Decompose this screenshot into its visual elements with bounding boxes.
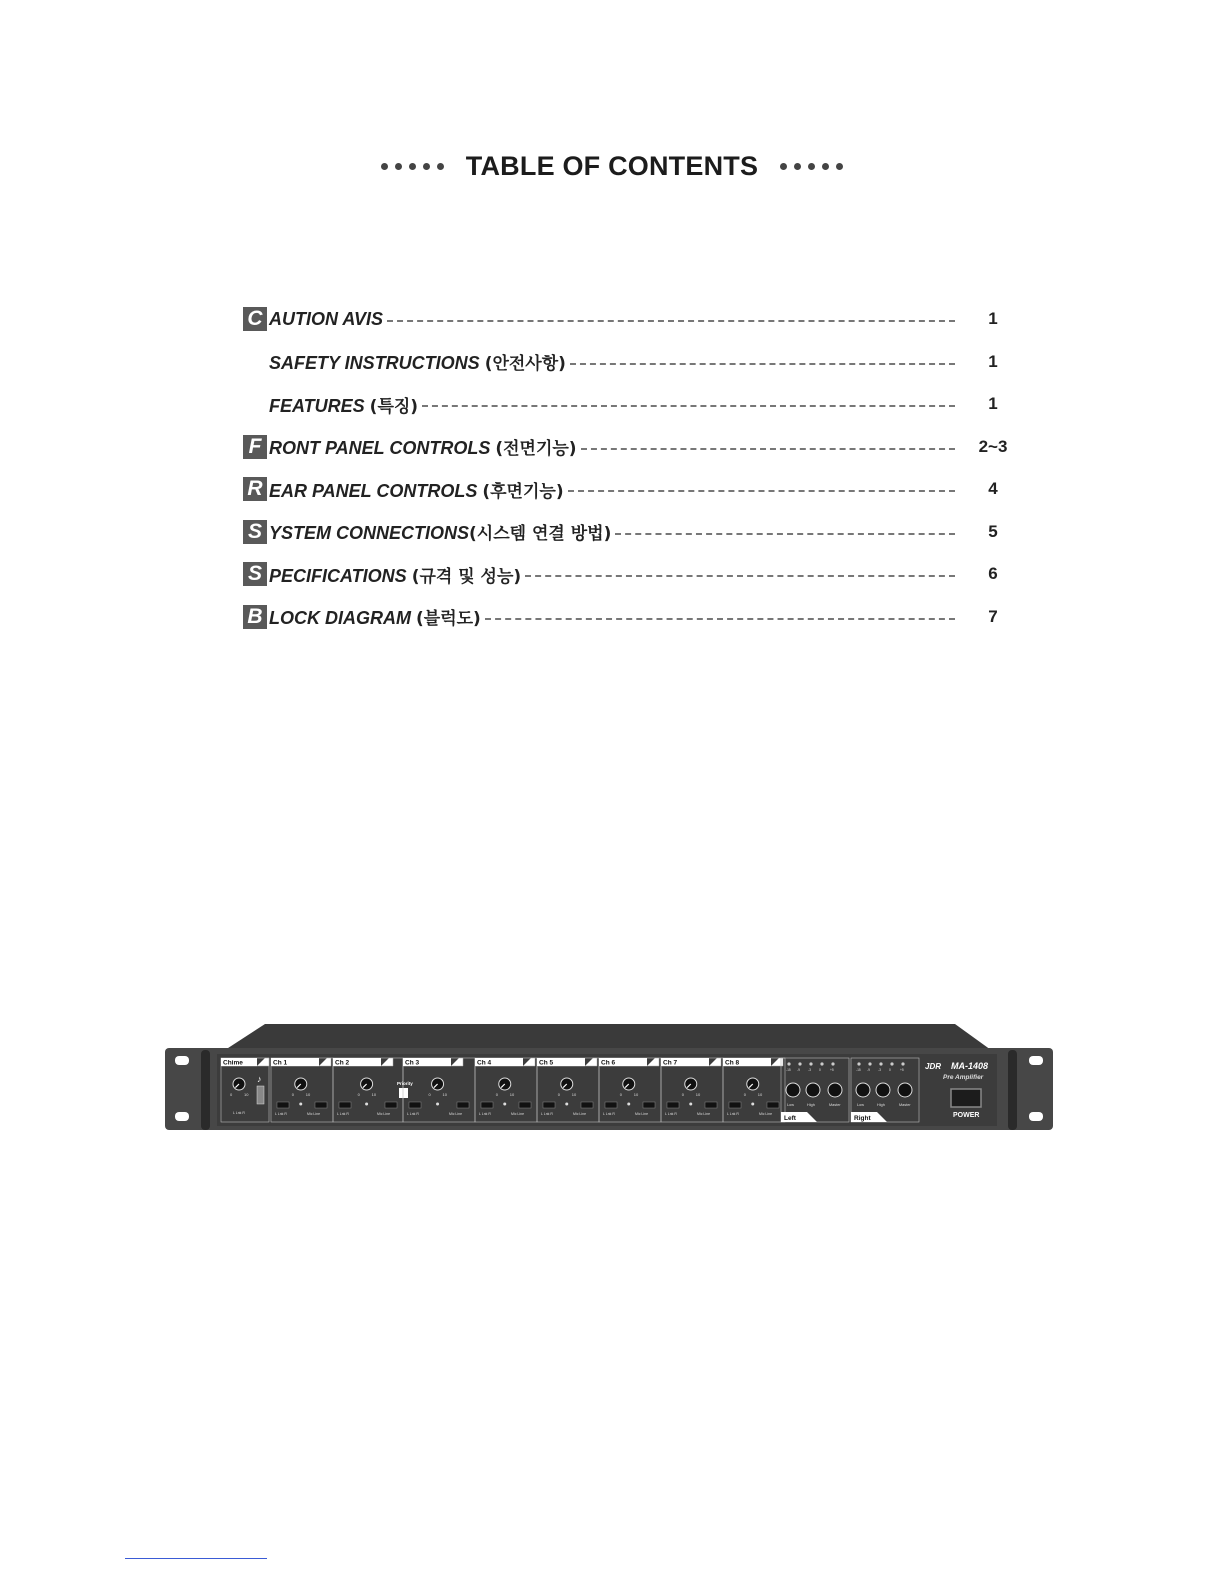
- dot: [808, 163, 815, 170]
- dot: [395, 163, 402, 170]
- dot-leader: [568, 490, 955, 492]
- toc-entry-title: PECIFICATIONS (규격 및 성능): [269, 565, 522, 587]
- toc-entry-title: SAFETY INSTRUCTIONS (안전사항): [269, 353, 566, 375]
- dot: [822, 163, 829, 170]
- meter-label: -3: [808, 1068, 811, 1072]
- meter-led-icon: [820, 1062, 823, 1065]
- link-switch: [605, 1102, 617, 1108]
- rack-hole-icon: [1029, 1056, 1043, 1065]
- meter-led-icon: [787, 1062, 790, 1065]
- model-subtitle: Pre Amplifier: [943, 1074, 984, 1081]
- dot: [423, 163, 430, 170]
- mic-line-switch: [705, 1102, 717, 1108]
- knob-max: 10: [695, 1092, 701, 1097]
- dot-leader: [387, 320, 955, 322]
- link-switch: [543, 1102, 555, 1108]
- priority-label: Priority: [397, 1081, 413, 1086]
- toc-entry-rear-panel[interactable]: [243, 468, 1013, 511]
- toc-page-number: 1: [988, 309, 998, 329]
- mic-line-label: Mic Line: [635, 1112, 649, 1116]
- dot: [409, 163, 416, 170]
- dot-leader: [615, 533, 955, 535]
- eq-label: Master: [899, 1103, 911, 1107]
- toc-initial: B: [243, 605, 267, 629]
- link-switch: [409, 1102, 421, 1108]
- toc-page-number: 1: [988, 351, 998, 371]
- switch-label: L Lnk R: [665, 1112, 677, 1116]
- footer-rule: [125, 1558, 267, 1559]
- knob-max: 10: [571, 1092, 577, 1097]
- mic-line-switch: [457, 1102, 469, 1108]
- link-switch: [277, 1102, 289, 1108]
- chassis-top: [225, 1024, 991, 1050]
- left-dots: [381, 163, 444, 170]
- title-row: [0, 148, 1224, 184]
- brand-logo: JDR: [925, 1062, 942, 1071]
- mic-line-switch: [315, 1102, 327, 1108]
- knob-max: 10: [371, 1092, 377, 1097]
- right-dots: [780, 163, 843, 170]
- meter-led-icon: [857, 1062, 860, 1065]
- channel-label: Ch 4: [477, 1059, 492, 1067]
- meter-led-icon: [879, 1062, 882, 1065]
- channel-label: Ch 8: [725, 1059, 740, 1067]
- toc-list: [243, 298, 1013, 638]
- toc-page-number: 6: [988, 564, 998, 584]
- meter-led-icon: [890, 1062, 893, 1065]
- toc-page-number: 5: [988, 521, 998, 541]
- eq-label: High: [877, 1103, 885, 1107]
- meter-label: +5: [830, 1068, 834, 1072]
- toc-page-number: 4: [988, 479, 998, 499]
- dot: [780, 163, 787, 170]
- eq-label: Low: [857, 1103, 864, 1107]
- knob-max: 10: [442, 1092, 448, 1097]
- knob-min: 0: [357, 1092, 360, 1097]
- mic-line-label: Mic Line: [573, 1112, 587, 1116]
- knob-max: 10: [757, 1092, 763, 1097]
- meter-label: +5: [900, 1068, 904, 1072]
- chime-label: Chime: [223, 1059, 243, 1067]
- dot-leader: [581, 448, 955, 450]
- channel-label: Ch 6: [601, 1059, 616, 1067]
- dot: [437, 163, 444, 170]
- toc-page-number: 7: [988, 606, 998, 626]
- toc-entry-block-diagram[interactable]: [243, 596, 1013, 639]
- toc-initial: R: [243, 477, 267, 501]
- link-switch: [339, 1102, 351, 1108]
- meter-led-icon: [831, 1062, 834, 1065]
- toc-entry-safety[interactable]: [243, 341, 1013, 384]
- knob-max: 10: [244, 1092, 249, 1097]
- toc-entry-title: AUTION AVIS: [269, 308, 384, 329]
- eq-label: High: [807, 1103, 815, 1107]
- model-name: MA-1408: [951, 1061, 989, 1071]
- knob-min: 0: [743, 1092, 746, 1097]
- mic-line-switch: [519, 1102, 531, 1108]
- toc-initial: C: [243, 307, 267, 331]
- led-icon: [565, 1103, 568, 1106]
- knob-icon: [295, 1078, 307, 1090]
- priority-switch: [399, 1088, 408, 1098]
- eq-knob-icon: [828, 1083, 842, 1097]
- meter-led-icon: [868, 1062, 871, 1065]
- chime-button: [257, 1086, 264, 1104]
- toc-initial: S: [243, 520, 267, 544]
- eq-knob-icon: [786, 1083, 800, 1097]
- led-icon: [436, 1103, 439, 1106]
- toc-initial: F: [243, 435, 267, 459]
- toc-entry-title: LOCK DIAGRAM (블럭도): [269, 608, 481, 630]
- section-label: Right: [854, 1115, 871, 1122]
- switch-label: L Lnk R: [275, 1112, 287, 1116]
- meter-label: -15: [786, 1068, 791, 1072]
- link-switch: [729, 1102, 741, 1108]
- meter-led-icon: [809, 1062, 812, 1065]
- knob-min: 0: [681, 1092, 684, 1097]
- power-label: POWER: [953, 1112, 980, 1119]
- dot: [794, 163, 801, 170]
- mic-line-label: Mic Line: [377, 1112, 391, 1116]
- eq-knob-icon: [806, 1083, 820, 1097]
- dot: [381, 163, 388, 170]
- dot: [836, 163, 843, 170]
- toc-entry-front-panel[interactable]: [243, 426, 1013, 469]
- dot-leader: [422, 405, 955, 407]
- led-icon: [751, 1103, 754, 1106]
- eq-knob-icon: [898, 1083, 912, 1097]
- channel-label: Ch 7: [663, 1059, 678, 1067]
- handle-right: [1008, 1050, 1017, 1130]
- channel-label: Ch 2: [335, 1059, 350, 1067]
- dot-leader: [525, 575, 955, 577]
- led-icon: [299, 1103, 302, 1106]
- led-icon: [627, 1103, 630, 1106]
- knob-min: 0: [291, 1092, 294, 1097]
- power-switch[interactable]: [951, 1089, 981, 1107]
- switch-label: L Lnk R: [337, 1112, 349, 1116]
- eq-knob-icon: [876, 1083, 890, 1097]
- mic-line-switch: [385, 1102, 397, 1108]
- knob-min: 0: [428, 1092, 431, 1097]
- switch-label: L Lnk R: [407, 1112, 419, 1116]
- toc-entry-title: FEATURES (특징): [269, 395, 419, 417]
- meter-led-icon: [798, 1062, 801, 1065]
- switch-label: L Lnk R: [727, 1112, 739, 1116]
- meter-label: -3: [878, 1068, 881, 1072]
- meter-label: -9: [867, 1068, 870, 1072]
- toc-entry-title: RONT PANEL CONTROLS (전면기능): [269, 438, 577, 460]
- toc-entry-caution[interactable]: [243, 298, 1013, 341]
- section-label: Left: [784, 1115, 796, 1122]
- switch-label: L Lnk R: [233, 1111, 245, 1115]
- toc-initial: S: [243, 562, 267, 586]
- switch-label: L Lnk R: [479, 1112, 491, 1116]
- knob-max: 10: [633, 1092, 639, 1097]
- toc-page-number: 1: [988, 394, 998, 414]
- toc-entry-specifications[interactable]: [243, 553, 1013, 596]
- eq-label: Low: [787, 1103, 794, 1107]
- rack-hole-icon: [1029, 1112, 1043, 1121]
- switch-label: L Lnk R: [541, 1112, 553, 1116]
- led-icon: [365, 1103, 368, 1106]
- page-title: TABLE OF CONTENTS: [465, 150, 759, 181]
- toc-entry-title: YSTEM CONNECTIONS(시스템 연결 방법): [269, 523, 612, 545]
- rack-hole-icon: [175, 1056, 189, 1065]
- mic-line-label: Mic Line: [759, 1112, 773, 1116]
- rack-hole-icon: [175, 1112, 189, 1121]
- knob-min: 0: [495, 1092, 498, 1097]
- mic-line-switch: [767, 1102, 779, 1108]
- knob-min: 0: [619, 1092, 622, 1097]
- knob-max: 10: [305, 1092, 311, 1097]
- link-switch: [667, 1102, 679, 1108]
- toc-page-number: 2~3: [978, 436, 1008, 456]
- meter-label: -15: [856, 1068, 861, 1072]
- mic-line-switch: [643, 1102, 655, 1108]
- channel-label: Ch 5: [539, 1059, 554, 1067]
- mic-line-label: Mic Line: [511, 1112, 525, 1116]
- knob-max: 10: [509, 1092, 515, 1097]
- mic-line-switch: [581, 1102, 593, 1108]
- toc-entry-system-connections[interactable]: [243, 511, 1013, 554]
- knob-min: 0: [230, 1092, 233, 1097]
- link-switch: [481, 1102, 493, 1108]
- preamp-front-panel: [165, 1022, 1053, 1134]
- led-icon: [689, 1103, 692, 1106]
- channel-label: Ch 3: [405, 1059, 420, 1067]
- dot-leader: [485, 618, 955, 620]
- mic-line-label: Mic Line: [449, 1112, 463, 1116]
- handle-left: [201, 1050, 210, 1130]
- switch-label: L Lnk R: [603, 1112, 615, 1116]
- meter-label: 0: [889, 1068, 891, 1072]
- meter-label: 0: [819, 1068, 821, 1072]
- channel-label: Ch 1: [273, 1059, 288, 1067]
- dot-leader: [570, 363, 955, 365]
- toc-entry-features[interactable]: [243, 383, 1013, 426]
- meter-led-icon: [901, 1062, 904, 1065]
- mic-line-label: Mic Line: [307, 1112, 321, 1116]
- note-icon: ♪: [257, 1074, 262, 1084]
- mic-line-label: Mic Line: [697, 1112, 711, 1116]
- led-icon: [503, 1103, 506, 1106]
- eq-label: Master: [829, 1103, 841, 1107]
- eq-knob-icon: [856, 1083, 870, 1097]
- meter-label: -9: [797, 1068, 800, 1072]
- knob-min: 0: [557, 1092, 560, 1097]
- toc-entry-title: EAR PANEL CONTROLS (후면기능): [269, 480, 564, 502]
